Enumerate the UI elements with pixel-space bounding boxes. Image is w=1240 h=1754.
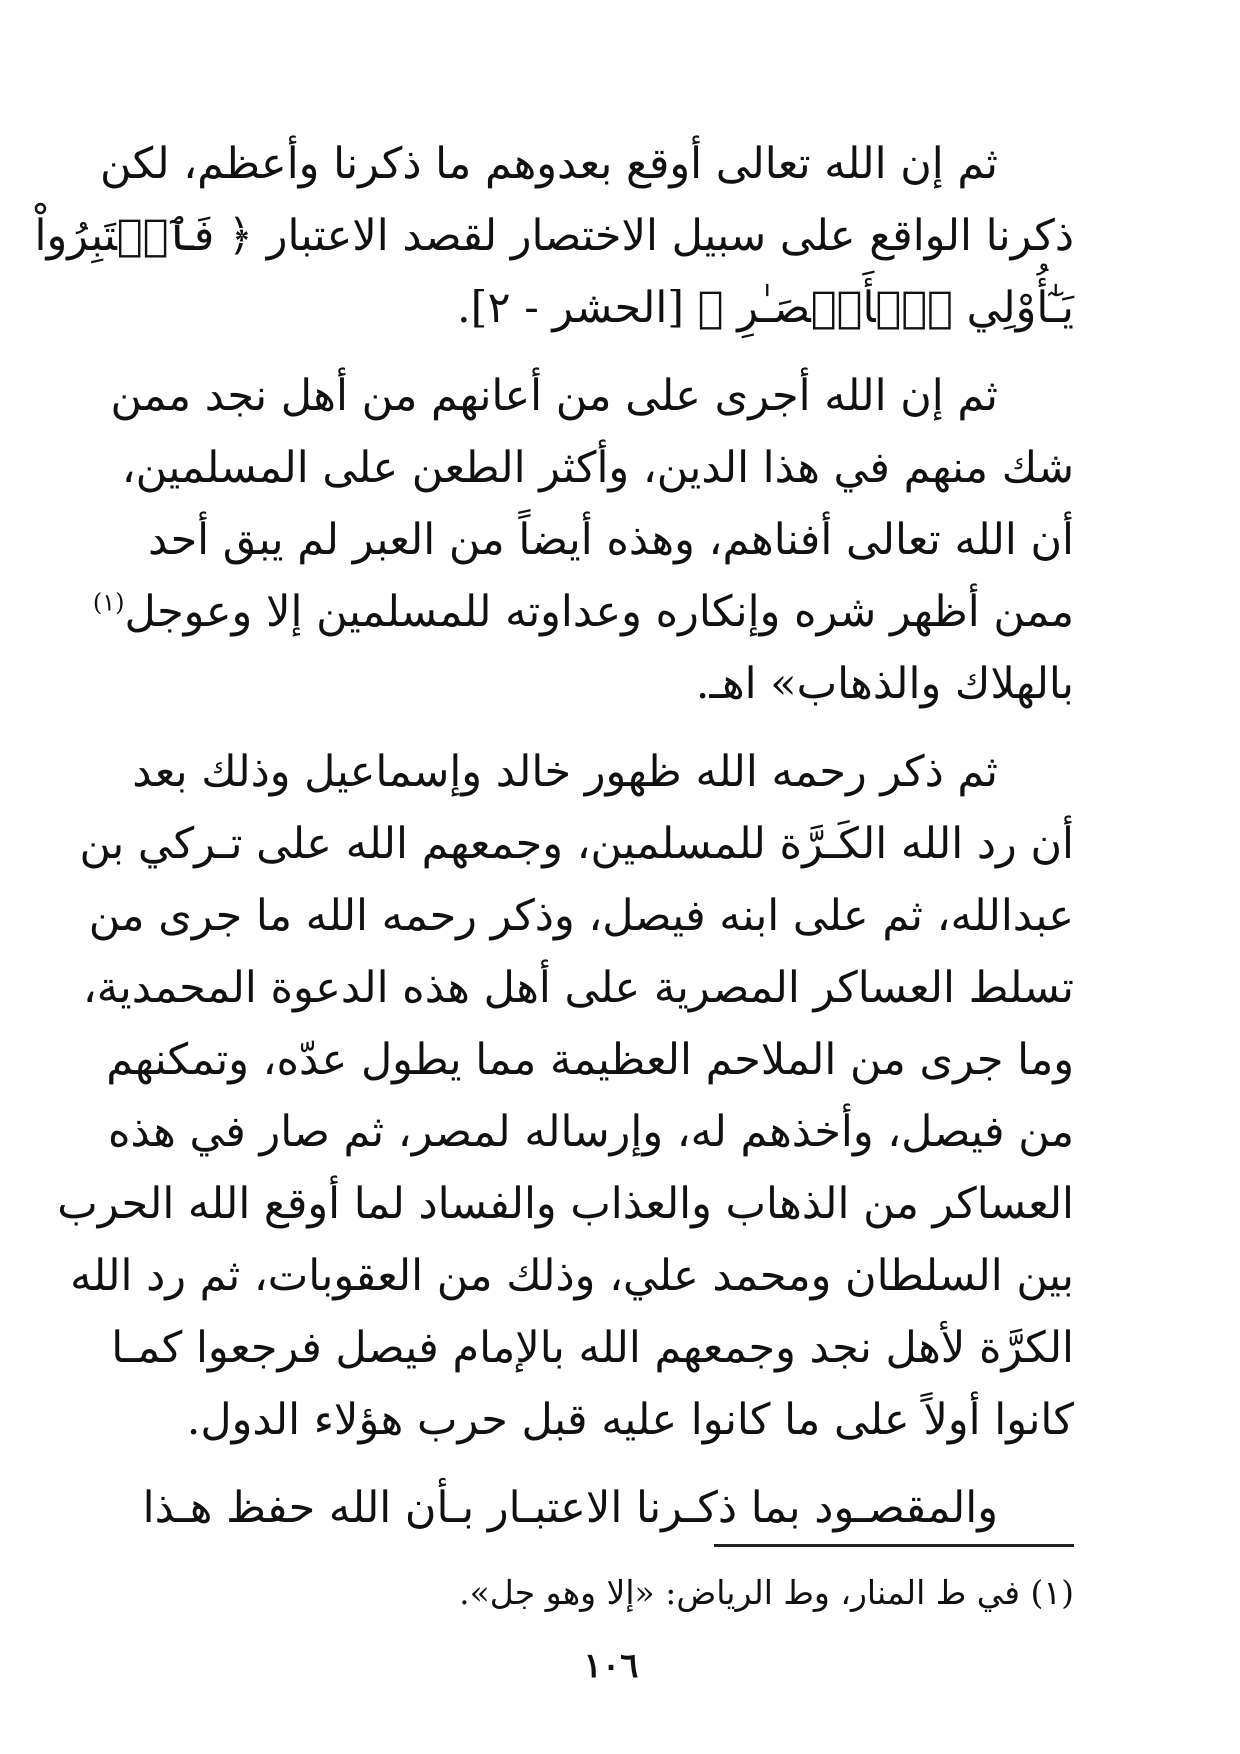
text-line: ثم ذكر رحمه الله ظهور خالد وإسماعيل وذلك بعد [132,747,998,797]
text-line: أن رد الله الكَـرَّة للمسلمين، وجمعهم الله على تـركي بن [79,819,1074,869]
footnote: (١) في ط المنار، وط الرياض: «إلا وهو جل». [459,1573,1074,1612]
text-line: تسلط العساكر المصرية على أهل هذه الدعوة المحمدية، [82,963,1074,1013]
text-line: بين السلطان ومحمد علي، وذلك من العقوبات، ثم رد الله [70,1251,1074,1301]
text-line: ثم إن الله تعالى أوقع بعدوهم ما ذكرنا وأعظم، لكن [100,139,998,189]
paragraph-2 [92,360,1074,720]
paragraph-4 [142,1472,1074,1544]
paragraph-1 [34,128,1074,344]
footnote-marker: (١) [92,588,125,617]
book-page [34,128,1074,1688]
footnote-divider [714,1544,1074,1547]
text-line: أن الله تعالى أفناهم، وهذه أيضاً من العبر لم يبق أحد [148,515,1074,565]
text-line: عبدالله، ثم على ابنه فيصل، وذكر رحمه الله ما جرى من [88,891,1074,941]
main-text [34,128,1074,1544]
page-number: ١٠٦ [583,1646,639,1686]
text-line: شك منهم في هذا الدين، وأكثر الطعن على المسلمين، [121,443,1074,493]
text-line: وما جرى من الملاحم العظيمة مما يطول عدّه، وتمكنهم [106,1035,1074,1085]
text-line: ممن أظهر شره وإنكاره وعداوته للمسلمين إلا وعوجل [124,587,1074,637]
text-line: ذكرنا الواقع على سبيل الاختصار لقصد الاعتبار ﴿ فَٱعۡتَبِرُواْ [34,211,1074,261]
text-line: والمقصـود بما ذكـرنا الاعتبـار بـأن الله حفظ هـذا [142,1483,998,1533]
text-line: من فيصل، وأخذهم له، وإرساله لمصر، ثم صار في هذه [108,1107,1074,1157]
text-line: كانوا أولاً على ما كانوا عليه قبل حرب هؤلاء الدول. [186,1395,1074,1445]
text-line: يَـٰٓأُوْلِي ٱلۡأَبۡصَـٰرِ ﴾ [الحشر - ٢]. [456,283,1074,333]
text-line: الكرَّة لأهل نجد وجمعهم الله بالإمام فيصل فرجعوا كمـا [111,1323,1074,1373]
text-line: بالهلاك والذهاب» اهـ. [695,659,1074,709]
text-line: العساكر من الذهاب والعذاب والفساد لما أوقع الله الحرب [57,1179,1074,1229]
text-line: ثم إن الله أجرى على من أعانهم من أهل نجد ممن [110,371,998,421]
text-line-with-footnote [92,576,1074,648]
paragraph-3 [57,736,1074,1456]
